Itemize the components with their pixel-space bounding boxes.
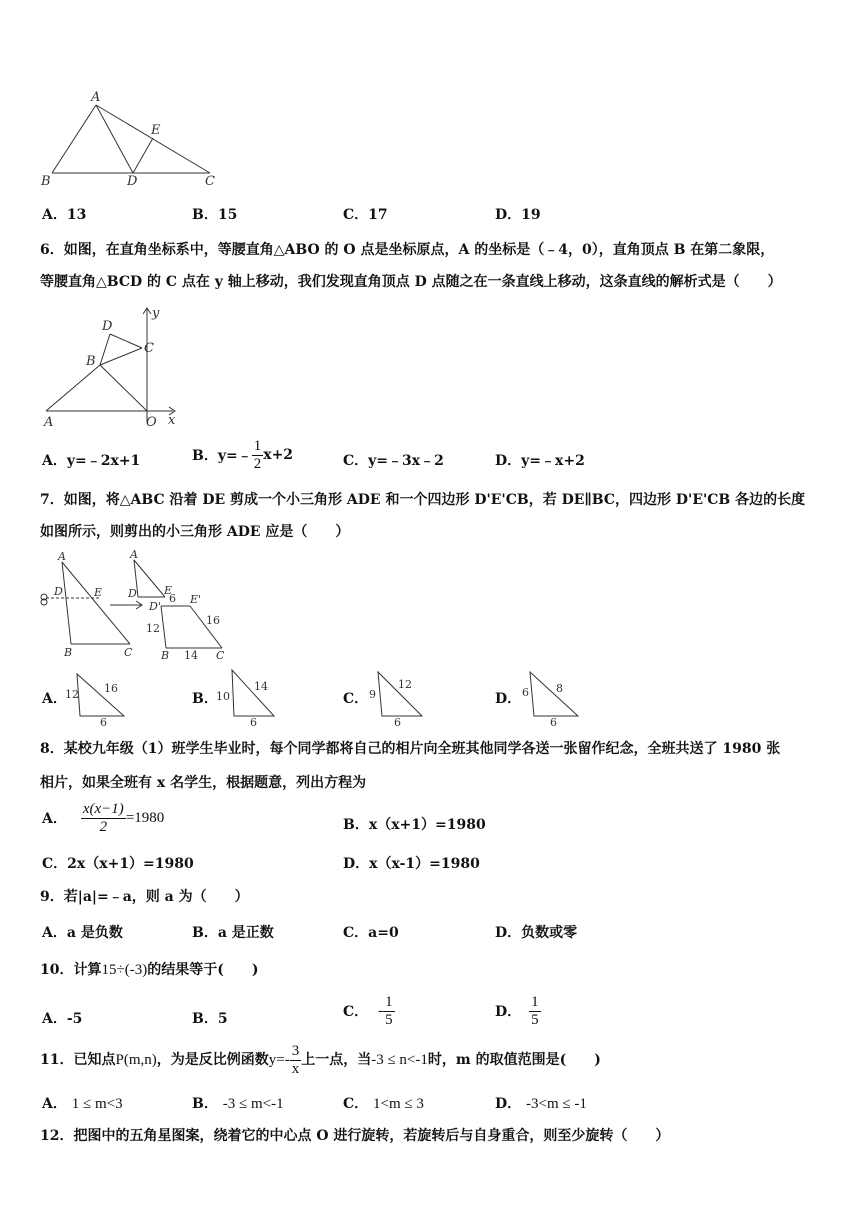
option-text: x（x+1）=1980 [368,817,486,833]
q11-stem-post2: 时，m 的取值范围是( ) [427,1052,601,1068]
option-key: B． [192,1011,218,1027]
q6-label-B: B [86,354,96,369]
option-text: 15 [217,207,238,223]
q8-option-a[interactable] [42,801,164,835]
q6-stem-line2: 等腰直角△BCD 的 C 点在 y 轴上移动，我们发现直角顶点 D 点随之在一条直线上移动，这条直线的解析式是（ ） [40,274,782,290]
option-key: A． [42,453,67,469]
q7-label-D2: D [128,587,137,600]
q7-label-n16: 16 [206,614,220,627]
q5-label-B: B [41,174,51,189]
fraction-denominator: 2 [99,818,108,835]
option-key: D． [343,856,370,872]
option-text: y=﹣2x+1 [66,453,141,469]
option-key: C． [343,1096,369,1112]
q11-option-d[interactable] [495,1093,587,1113]
fraction-denominator: 5 [385,1011,393,1028]
q8-option-c[interactable] [42,853,194,873]
option-key: A． [42,811,67,827]
option-side-left: 12 [65,688,79,701]
option-text: -3<m ≤ -1 [526,1096,587,1112]
fraction [290,1043,302,1077]
q7-option-c[interactable]: C． [343,691,369,707]
q10-stem-post: 的结果等于( ) [147,962,259,978]
option-key: B． [192,207,218,223]
q5-label-E: E [151,123,161,138]
fraction [529,994,541,1028]
q7-option-b-triangle [212,666,282,728]
option-text-pre: y=﹣ [217,448,252,464]
q6-label-A: A [44,415,54,429]
q7-figure [38,548,238,663]
option-key: D． [495,453,522,469]
option-text: 19 [521,207,541,223]
q6-label-D: D [102,319,113,334]
q5-figure [38,88,223,193]
option-side-hyp: 8 [556,682,563,695]
fraction-denominator: 2 [253,455,262,472]
option-text: 1 ≤ m<3 [71,1096,123,1112]
option-key: A． [42,1096,67,1112]
q10-option-b[interactable] [192,1008,228,1028]
option-text: a 是正数 [217,925,274,941]
q5-label-A: A [91,90,101,105]
option-key: A． [42,1011,67,1027]
option-text: 2x（x+1）=1980 [67,856,194,872]
fraction-numerator: 1 [385,994,393,1010]
option-key: A． [42,925,67,941]
q11-point: P(m,n) [115,1052,157,1068]
option-key: C． [343,925,369,941]
option-text: y=﹣3x﹣2 [368,453,444,469]
q7-option-b[interactable]: B． [192,691,218,707]
option-text: 17 [368,207,388,223]
option-key: C． [343,1004,369,1020]
q7-stem-line2: 如图所示，则剪出的小三角形 ADE 应是（ ） [40,524,350,540]
option-key: B． [192,925,218,941]
q7-label-D: D [54,585,63,598]
q7-label-Dp: D' [149,600,161,613]
q7-label-C2: C [216,649,225,662]
option-key: C． [343,453,369,469]
q9-option-d[interactable] [495,922,577,942]
fraction [252,438,264,472]
option-key: C． [343,207,369,223]
q11-option-c[interactable] [343,1093,424,1113]
q10-expression: 15÷(-3) [101,962,148,978]
fraction-denominator: 5 [531,1011,539,1028]
q10-stem-pre: 10．计算 [40,962,102,978]
q7-label-B2: B [161,649,170,662]
option-side-left: 10 [216,690,230,703]
q8-stem-line2: 相片，如果全班有 x 名学生，根据题意，列出方程为 [40,775,367,791]
q7-label-A: A [58,550,66,563]
q6-option-b[interactable] [192,438,293,472]
q12-stem: 12．把图中的五角星图案，绕着它的中心点 O 进行旋转，若旋转后与自身重合，则至少旋转（ ） [40,1128,670,1144]
q6-option-a[interactable] [42,450,140,470]
q6-option-d[interactable] [495,450,585,470]
q9-option-b[interactable] [192,922,274,942]
option-text: y=﹣x+2 [521,453,585,469]
q7-option-c-triangle [364,666,434,728]
fraction-denominator: x [291,1060,300,1077]
q7-label-B: B [64,646,73,659]
option-key: D． [495,1004,522,1020]
q5-label-C: C [205,174,215,189]
q6-label-y: y [152,306,160,321]
option-text: 13 [66,207,87,223]
q9-option-c[interactable] [343,922,399,942]
fraction [383,994,395,1028]
q6-label-x: x [168,413,176,428]
q11-function-pre: y=- [268,1052,290,1068]
q10-option-d[interactable] [495,994,541,1028]
q6-stem-line1: 6．如图，在直角坐标系中，等腰直角△ABO 的 O 点是坐标原点，A 的坐标是（﹣4，0），直角顶点 B 在第二象限， [40,242,775,258]
option-key: D． [495,925,522,941]
q8-option-d[interactable] [343,853,480,873]
option-text-post: x+2 [263,447,294,463]
option-key: B． [192,1096,218,1112]
q9-stem: 9．若|a|=﹣a，则 a 为（ ） [40,889,249,905]
option-side-left: 9 [369,688,376,701]
option-text: 5 [217,1011,228,1027]
option-text: 1<m ≤ 3 [373,1096,424,1112]
q5-option-d[interactable] [495,204,541,224]
q7-option-a-triangle [62,668,132,728]
option-side-base: 6 [394,716,401,728]
q5-label-D: D [127,174,138,189]
option-text-pre: - [378,1002,384,1019]
option-text: -3 ≤ m<-1 [222,1096,284,1112]
q7-label-E2: E [164,584,173,597]
q11-stem-post1: 上一点，当 [301,1052,372,1068]
q7-label-A2: A [130,548,138,561]
q7-label-Ep: E' [190,593,202,606]
q11-option-a[interactable] [42,1093,123,1113]
q10-option-c[interactable] [343,994,395,1028]
q6-label-O: O [146,415,157,429]
q6-figure [38,304,183,429]
option-key: B． [192,448,218,464]
option-side-base: 6 [550,716,557,728]
q5-option-b[interactable] [192,204,237,224]
option-key: B． [343,817,369,833]
option-text-post: =1980 [125,809,165,826]
option-side-base: 6 [100,716,107,728]
q11-stem-pre: 11．已知点 [40,1052,116,1068]
option-key: D． [495,207,522,223]
q7-label-E: E [94,586,103,599]
q5-option-a[interactable] [42,204,86,224]
q10-option-a[interactable] [42,1008,82,1028]
q5-option-c[interactable] [343,204,388,224]
q8-stem-line1: 8．某校九年级（1）班学生毕业时，每个同学都将自己的相片向全班其他同学各送一张留作纪念，全班共送了 1980 张 [40,741,781,757]
option-side-hyp: 14 [254,680,268,693]
q6-label-C: C [144,341,154,356]
option-text: 负数或零 [521,925,578,941]
fraction-numerator: 1 [531,994,539,1010]
option-key: A． [42,207,67,223]
option-side-hyp: 12 [398,678,412,691]
option-side-base: 6 [250,716,257,728]
q11-condition: -3 ≤ n<-1 [371,1052,428,1068]
q7-label-n14: 14 [184,649,198,662]
option-text: x（x-1）=1980 [369,856,480,872]
q6-option-c[interactable] [343,450,444,470]
q10-stem [40,956,258,984]
q7-label-C: C [124,646,133,659]
q7-option-d[interactable]: D． [495,691,522,707]
option-text: a 是负数 [66,925,123,941]
q7-label-six: 6 [169,592,176,605]
q11-option-b[interactable] [192,1093,284,1113]
q9-option-a[interactable] [42,922,123,942]
q11-stem-mid: ，为是反比例函数 [156,1052,269,1068]
q8-option-b[interactable] [343,814,486,834]
option-text: -5 [66,1011,83,1027]
q7-option-d-triangle [516,668,586,728]
fraction-numerator: 3 [291,1043,300,1059]
q7-label-n12: 12 [146,622,160,635]
option-side-hyp: 16 [104,682,118,695]
option-key: D． [495,1096,522,1112]
option-side-left: 6 [522,686,529,699]
option-key: C． [42,856,68,872]
fraction [81,801,126,835]
fraction-numerator: x(x−1) [82,801,124,817]
q7-option-a[interactable]: A． [42,691,67,707]
q7-stem-line1: 7．如图，将△ABC 沿着 DE 剪成一个小三角形 ADE 和一个四边形 D'E'CB，若 DE∥BC，四边形 D'E'CB 各边的长度 [40,492,806,508]
option-text: a=0 [368,925,399,941]
fraction-numerator: 1 [253,438,262,454]
q11-stem [40,1043,601,1077]
